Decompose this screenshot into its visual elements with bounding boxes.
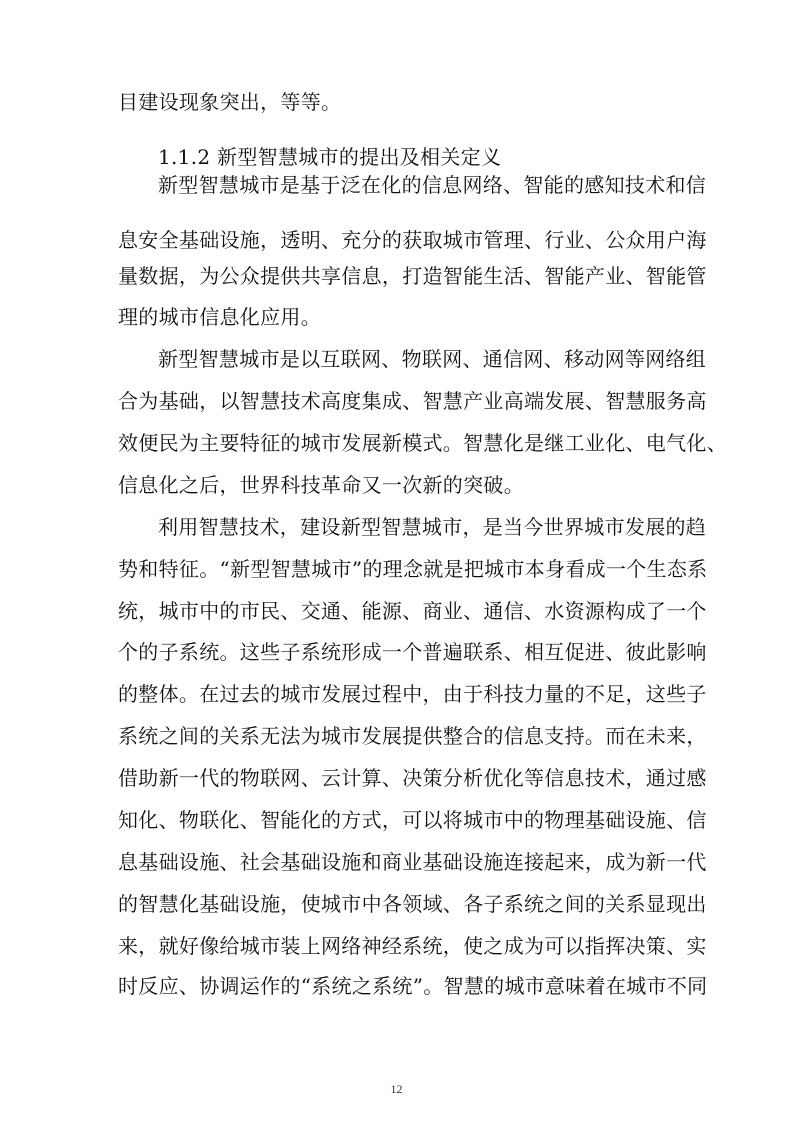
text-line: 息基础设施、社会基础设施和商业基础设施连接起来，成为新一代 (118, 850, 707, 874)
text-line: 效便民为主要特征的城市发展新模式。智慧化是继工业化、电气化、 (118, 431, 727, 455)
text-line: 系统之间的关系无法为城市发展提供整合的信息支持。而在未来， (118, 724, 707, 748)
section-heading: 1.1.2 新型智慧城市的提出及相关定义 (158, 145, 502, 169)
text-line: 合为基础，以智慧技术高度集成、智慧产业高端发展、智慧服务高 (118, 389, 707, 413)
text-line: 新型智慧城市是基于泛在化的信息网络、智能的感知技术和信 (158, 173, 707, 197)
text-line: 理的城市信息化应用。 (118, 305, 321, 329)
text-line: 知化、物联化、智能化的方式，可以将城市中的物理基础设施、信 (118, 808, 707, 832)
text-line: 的智慧化基础设施，使城市中各领域、各子系统之间的关系显现出 (118, 892, 707, 916)
text-line: 目建设现象突出，等等。 (118, 90, 342, 114)
text-line: 新型智慧城市是以互联网、物联网、通信网、移动网等网络组 (158, 347, 707, 371)
text-line: 的整体。在过去的城市发展过程中，由于科技力量的不足，这些子 (118, 682, 707, 706)
text-line: 利用智慧技术，建设新型智慧城市，是当今世界城市发展的趋 (158, 515, 707, 539)
text-line: 时反应、协调运作的“系统之系统”。智慧的城市意味着在城市不同 (118, 974, 708, 998)
text-line: 个的子系统。这些子系统形成一个普遍联系、相互促进、彼此影响 (118, 640, 707, 664)
text-line: 来，就好像给城市装上网络神经系统，使之成为可以指挥决策、实 (118, 934, 707, 958)
text-line: 借助新一代的物联网、云计算、决策分析优化等信息技术，通过感 (118, 766, 707, 790)
text-line: 统，城市中的市民、交通、能源、商业、通信、水资源构成了一个 (118, 599, 707, 623)
text-line: 量数据，为公众提供共享信息，打造智能生活、智能产业、智能管 (118, 264, 707, 288)
text-line: 信息化之后，世界科技革命又一次新的突破。 (118, 473, 524, 497)
page-number: 12 (390, 1082, 403, 1096)
text-line: 息安全基础设施，透明、充分的获取城市管理、行业、公众用户海 (118, 228, 707, 252)
text-line: 势和特征。“新型智慧城市”的理念就是把城市本身看成一个生态系 (118, 557, 708, 581)
